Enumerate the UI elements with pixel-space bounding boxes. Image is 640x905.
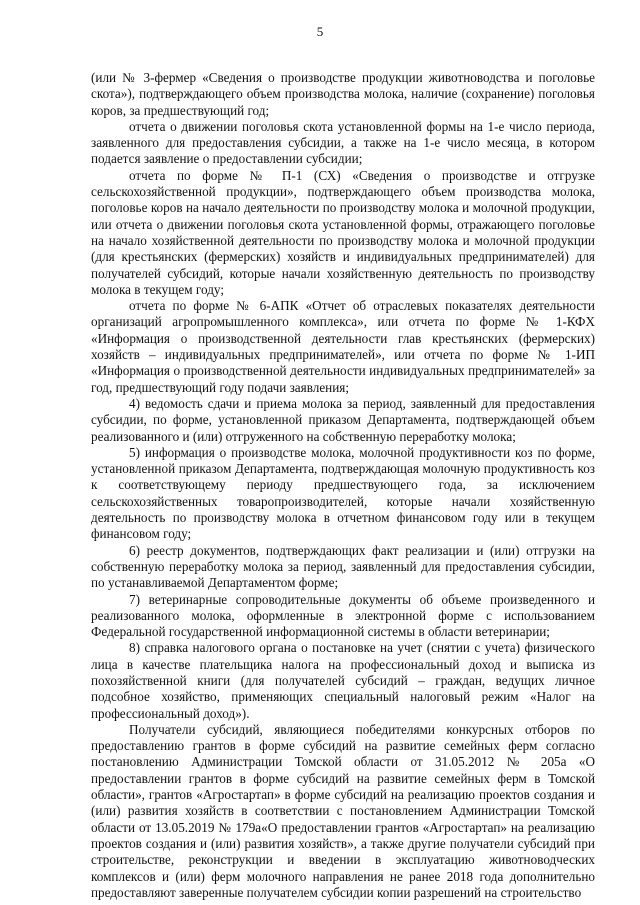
- paragraph-item-4: 4) ведомость сдачи и приема молока за период, заявленный для предоставления субсидии, по форме, установленной приказом Департамента, подтверждающей объем реализованного и (или) отгруженного на собственную переработку молока;: [91, 395, 595, 444]
- paragraph-item-5: 5) информация о производстве молока, молочной продуктивности коз по форме, установленной приказом Департамента, подтверждающая молочную продуктивность коз к соответствующему периоду предшествующего года, за исключением сельскохозяйственных товаропроизводителей, которые начали хозяйственную деятельность по производству молока в отчетном финансовом году или в текущем финансовом году;: [91, 444, 595, 542]
- paragraph-item-8: 8) справка налогового органа о постановке на учет (снятии с учета) физического лица в качестве плательщика налога на профессиональный доход и выписка из похозяйственной книги (для получателей субсидий – граждан, ведущих личное подсобное хозяйство, применяющих специальный налоговый режим «Налог на профессиональный доход»).: [91, 640, 595, 721]
- page-number: 5: [316, 24, 324, 39]
- paragraph-item-6: 6) реестр документов, подтверждающих факт реализации и (или) отгрузки на собственную переработку молока за период, заявленный для предоставления субсидии, по устанавливаемой Департаментом форме;: [91, 542, 595, 591]
- paragraph-item-7: 7) ветеринарные сопроводительные документы об объеме произведенного и реализованного молока, оформленные в электронной форме с использованием Федеральной государственной информационной системы в области ветеринарии;: [91, 591, 595, 640]
- paragraph-livestock-report: отчета о движении поголовья скота установленной формы на 1-е число периода, заявленного для предоставления субсидии, а также на 1-е число месяца, в котором подается заявление о предоставлении субсидии;: [91, 118, 595, 167]
- paragraph-form-6-apk: отчета по форме № 6-АПК «Отчет об отраслевых показателях деятельности организаций агропромышленного комплекса», или отчета по форме № 1-КФХ «Информация о производственной деятельности глав крестьянских (фермерских) хозяйств – индивидуальных предпринимателей», или отчета по форме № 1-ИП «Информация о производственной деятельности индивидуальных предпринимателей» за год, предшествующий году подачи заявления;: [91, 298, 595, 395]
- paragraph-form-3-farmer: (или № 3-фермер «Сведения о производстве продукции животноводства и поголовье скота»), подтверждающего объем производства молока, наличие (сохранение) поголовья коров, за предшествующий год;: [91, 70, 595, 118]
- paragraph-form-p1: отчета по форме № П-1 (СХ) «Сведения о производстве и отгрузке сельскохозяйственной продукции», подтверждающего объем производства молока, поголовье коров на начало деятельности по производству молока и молочной продукции, или отчета о движении поголовья скота установленной формы, отражающего поголовье на начало хозяйственной деятельности по производству молока и молочной продукции (для крестьянских (фермерских) хозяйств и индивидуальных предпринимателей) для получателей субсидий, которые начали хозяйственную деятельность по производству молока в текущем году;: [91, 167, 595, 297]
- paragraph-grant-recipients: Получатели субсидий, являющиеся победителями конкурсных отборов по предоставлению грантов в форме субсидий на развитие семейных ферм согласно постановлению Администрации Томской области от 31.05.2012 № 205а «О предоставлении грантов в форме субсидий на развитие семейных ферм в Томской области», грантов «Агростартап» в форме субсидий на реализацию проектов создания и (или) развития хозяйств в соответствии с постановлением Администрации Томской области от 13.05.2019 № 179а«О предоставлении грантов «Агростартап» на реализацию проектов создания и (или) развития хозяйств», а также другие получатели субсидий при строительстве, реконструкции и введении в эксплуатацию животноводческих комплексов и (или) ферм молочного направления не ранее 2018 года дополнительно предоставляют заверенные получателем субсидии копии разрешений на строительство: [91, 721, 595, 900]
- document-body: [91, 70, 595, 901]
